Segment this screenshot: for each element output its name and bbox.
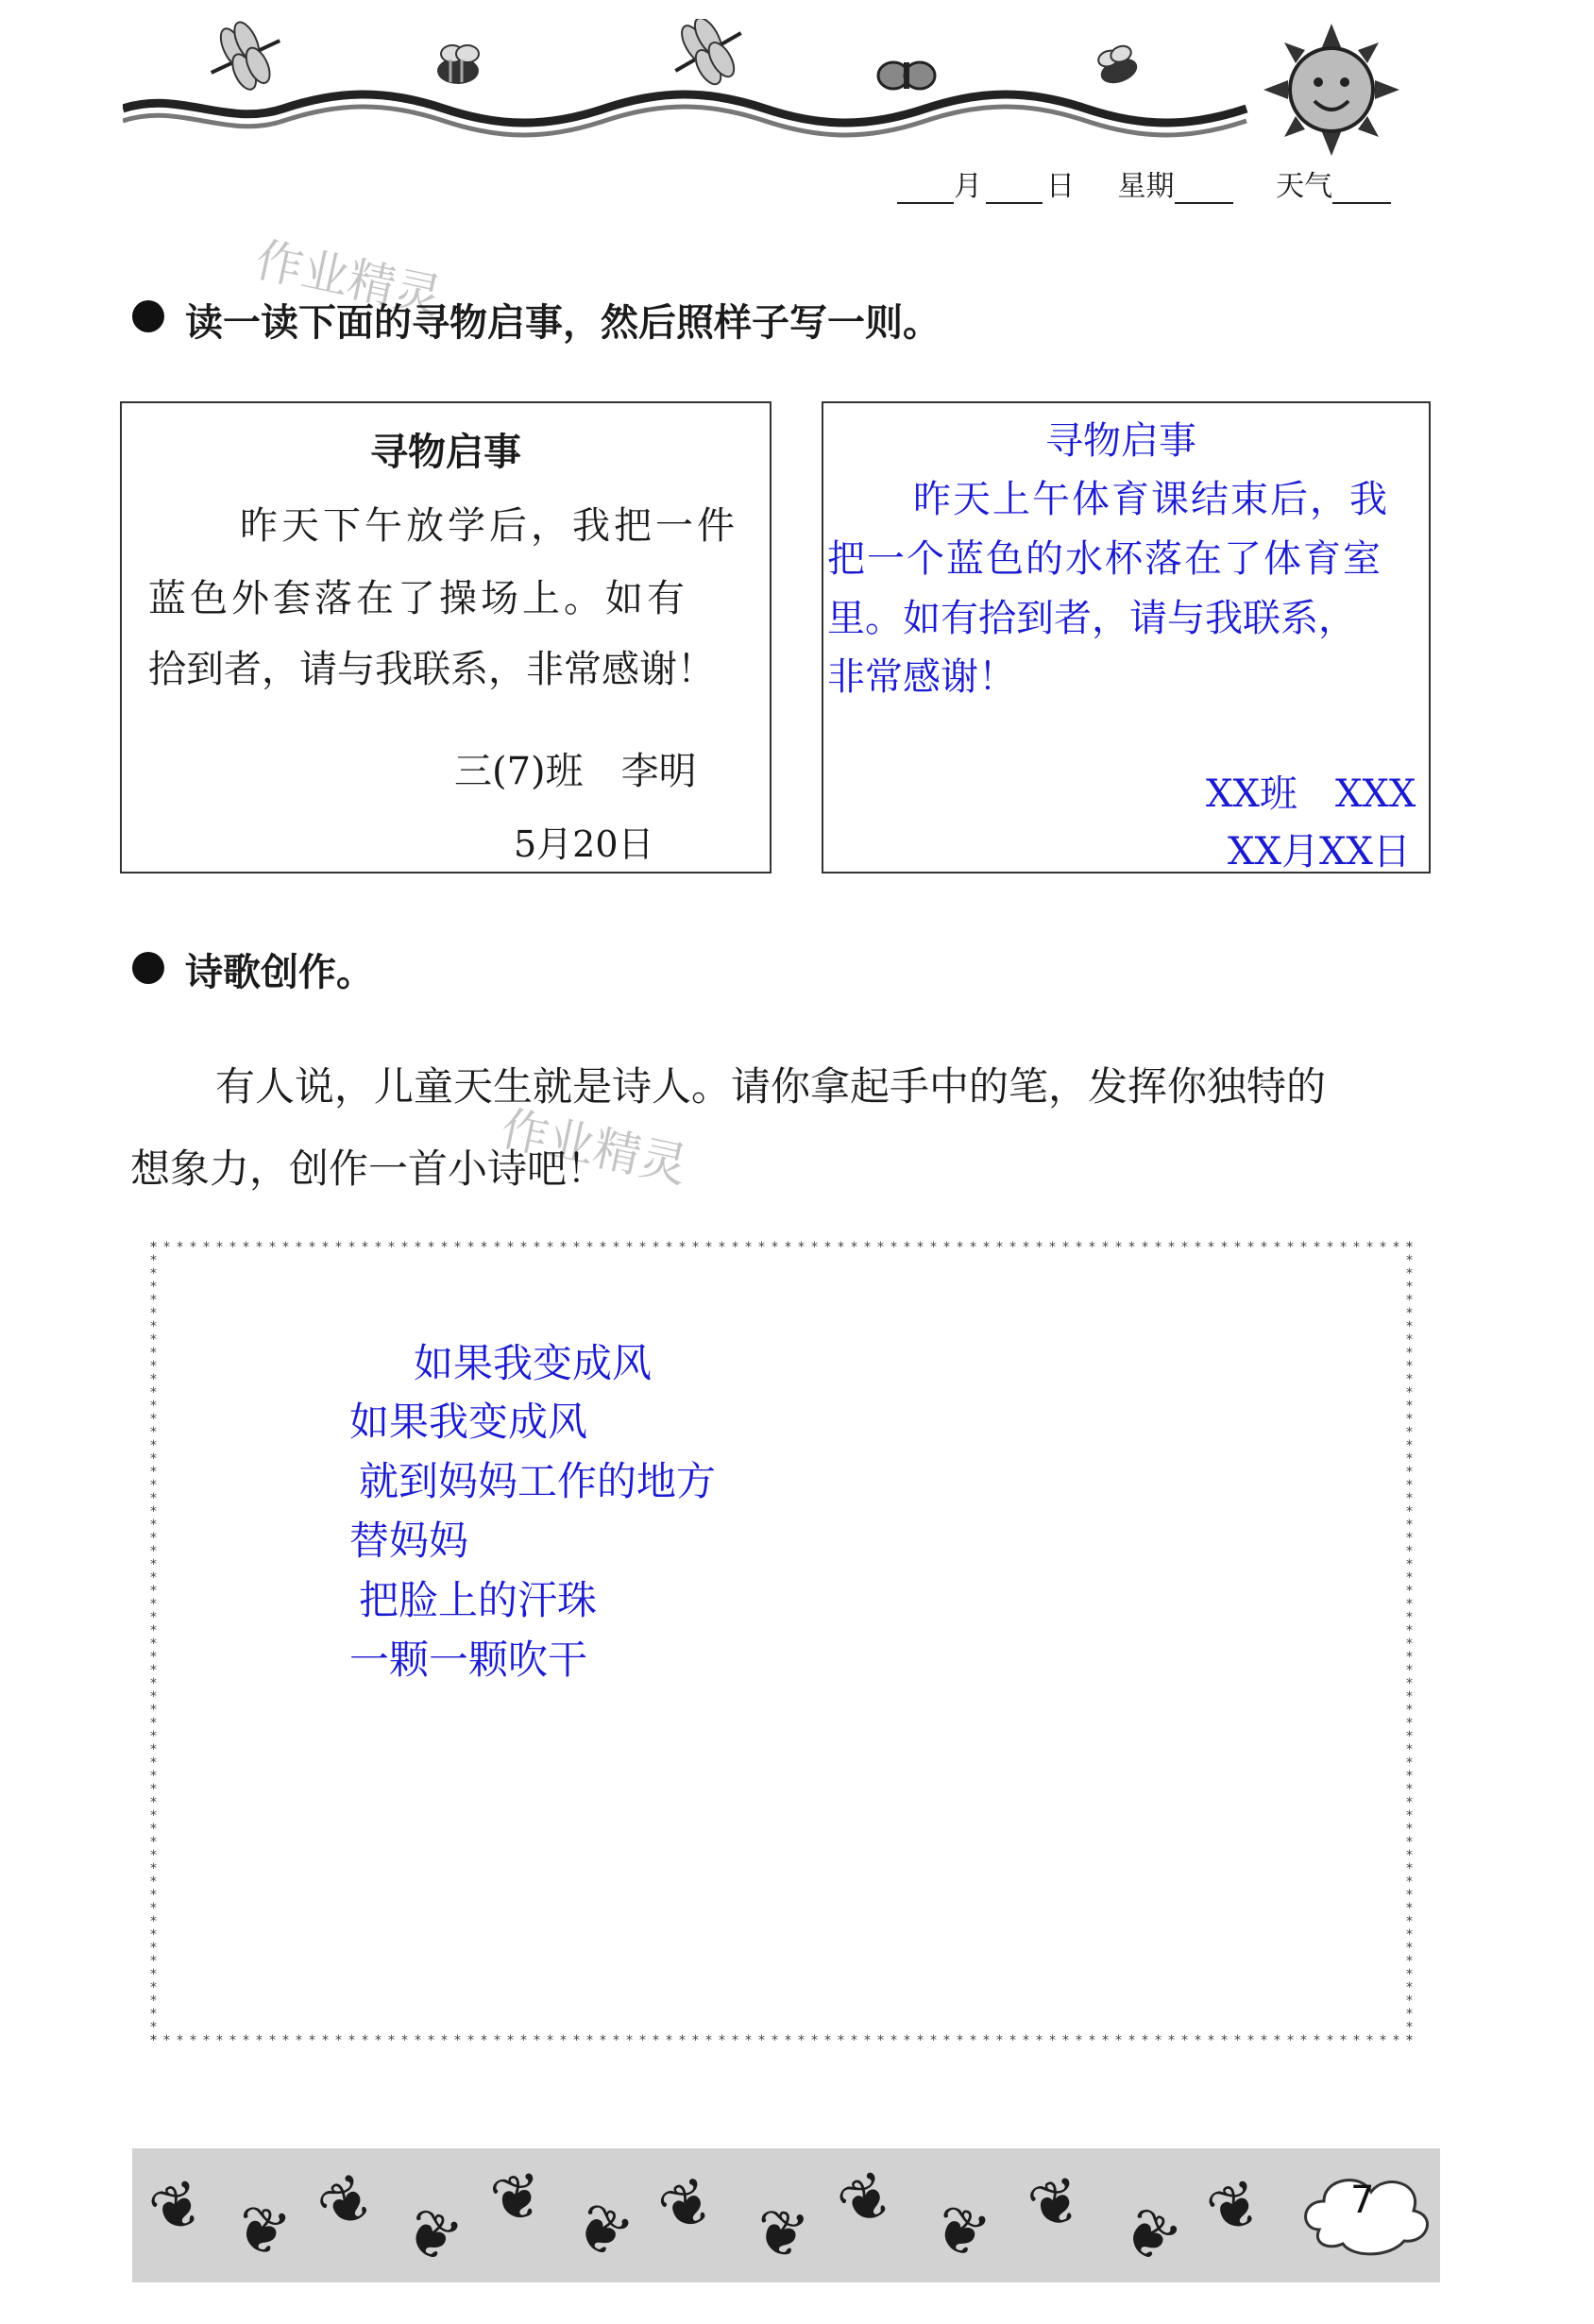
section2-heading: 诗歌创作。 bbox=[185, 951, 374, 994]
poem-prompt-line: 想象力，创作一首小诗吧！ bbox=[130, 1145, 607, 1192]
leaf-icon: ❦ bbox=[1197, 2163, 1272, 2251]
footer-band bbox=[132, 2148, 1440, 2282]
bee-icon bbox=[437, 45, 479, 84]
butterfly-icon bbox=[878, 62, 935, 89]
watermark: 作业精灵 bbox=[250, 231, 448, 326]
date-weather-line bbox=[897, 162, 1391, 204]
day-label: 日 bbox=[1046, 170, 1075, 203]
answer-notice-line: 里。如有拾到者，请与我联系， bbox=[827, 597, 1356, 640]
watermark: 作业精灵 bbox=[496, 1100, 693, 1195]
answer-notice-title: 寻物启事 bbox=[1045, 419, 1196, 463]
answer-notice-line: 非常感谢！ bbox=[827, 655, 1016, 699]
leaf-icon: ❦ bbox=[140, 2163, 214, 2251]
answer-notice-line: 昨天上午体育课结束后，我 bbox=[913, 478, 1389, 521]
poem-line: 把脸上的汗珠 bbox=[359, 1577, 598, 1623]
section1-heading: 读一读下面的寻物启事，然后照样子写一则。 bbox=[185, 301, 941, 345]
example-notice-title: 寻物启事 bbox=[370, 430, 521, 474]
leaf-icon: ❦ bbox=[1108, 2191, 1193, 2281]
page-number: 7 bbox=[1350, 2179, 1375, 2222]
leaf-icon: ❦ bbox=[749, 2193, 814, 2275]
poem-frame bbox=[149, 1240, 1416, 2047]
example-notice-line: 昨天下午放学后，我把一件 bbox=[240, 504, 738, 548]
example-notice-box bbox=[120, 401, 772, 874]
leaf-icon: ❦ bbox=[648, 2161, 726, 2250]
answer-notice-line: 把一个蓝色的水杯落在了体育室 bbox=[827, 537, 1382, 581]
example-notice-line: 拾到者，请与我联系，非常感谢！ bbox=[148, 648, 715, 691]
section-bullet bbox=[132, 952, 164, 984]
section-bullet bbox=[132, 300, 164, 332]
poem-prompt-line: 有人说，儿童天生就是诗人。请你拿起手中的笔，发挥你独特的 bbox=[215, 1063, 1327, 1110]
answer-notice-date: XX月XX日 bbox=[1228, 830, 1411, 874]
leaf-icon: ❦ bbox=[484, 2157, 550, 2239]
example-notice-line: 蓝色外套落在了操场上。如有 bbox=[148, 577, 688, 620]
dragonfly-icon bbox=[658, 19, 756, 98]
answer-notice-box bbox=[822, 401, 1431, 874]
leaf-icon: ❦ bbox=[228, 2189, 297, 2273]
answer-notice-signature: XX班 XXX bbox=[1206, 772, 1416, 816]
leaf-icon: ❦ bbox=[393, 2191, 472, 2281]
weather-label: 天气 bbox=[1276, 170, 1333, 203]
bee-icon bbox=[1094, 43, 1141, 89]
leaf-icon: ❦ bbox=[304, 2158, 390, 2248]
leaf-icon: ❦ bbox=[825, 2155, 907, 2245]
poem-line: 替妈妈 bbox=[349, 1518, 469, 1564]
leaf-icon: ❦ bbox=[924, 2188, 998, 2276]
poem-line: 就到妈妈工作的地方 bbox=[359, 1458, 717, 1504]
poem-title: 如果我变成风 bbox=[414, 1340, 653, 1386]
star-border bbox=[149, 1240, 1416, 2047]
leaf-icon: ❦ bbox=[1020, 2162, 1091, 2246]
sun-icon bbox=[1263, 24, 1399, 156]
weekday-label: 星期 bbox=[1117, 170, 1175, 203]
poem-line: 一颗一颗吹干 bbox=[349, 1637, 588, 1683]
dragonfly-icon bbox=[197, 19, 294, 102]
header-decoration bbox=[123, 19, 1445, 161]
example-notice-signature: 三(7)班 李明 bbox=[454, 750, 697, 793]
example-notice-date: 5月20日 bbox=[514, 823, 654, 865]
poem-line: 如果我变成风 bbox=[349, 1399, 588, 1445]
leaf-icon: ❦ bbox=[561, 2186, 644, 2276]
month-label: 月 bbox=[954, 170, 982, 203]
